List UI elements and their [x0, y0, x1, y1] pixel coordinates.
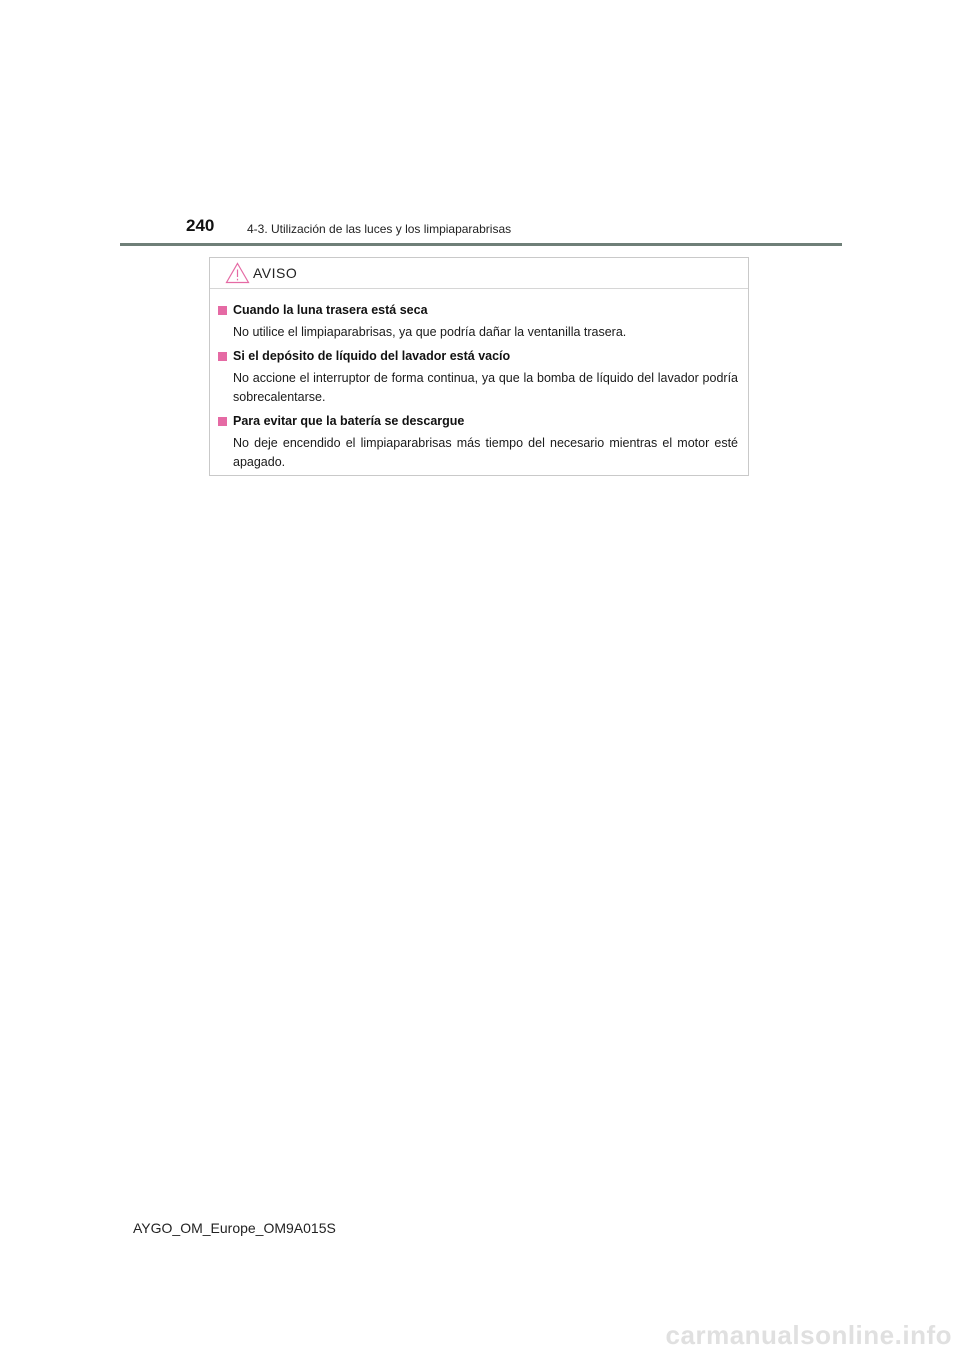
- warning-box: [209, 257, 749, 476]
- warning-header: [210, 258, 748, 289]
- warning-item-heading-text: Para evitar que la batería se descargue: [233, 414, 465, 428]
- document-code: AYGO_OM_Europe_OM9A015S: [133, 1220, 336, 1236]
- watermark: carmanualsonline.info: [665, 1320, 952, 1350]
- warning-item-heading-text: Cuando la luna trasera está seca: [233, 303, 428, 317]
- warning-item-text: No deje encendido el limpiaparabrisas más tiempo del necesario mientras el motor esté apagado.: [233, 436, 738, 469]
- warning-item-heading: [218, 412, 738, 430]
- warning-item-text: No accione el interruptor de forma continua, ya que la bomba de líquido del lavador podría sobrecalentarse.: [233, 371, 738, 404]
- warning-title: AVISO: [253, 265, 298, 281]
- warning-item-heading: [218, 301, 738, 319]
- warning-body: [210, 289, 748, 472]
- warning-item: [218, 412, 738, 472]
- warning-item-heading: [218, 347, 738, 365]
- warning-item: [218, 301, 738, 342]
- section-title: 4-3. Utilización de las luces y los limpiaparabrisas: [247, 222, 512, 236]
- header-rule: [120, 243, 842, 246]
- bullet-square-icon: [218, 352, 227, 361]
- bullet-square-icon: [218, 306, 227, 315]
- warning-item-heading-text: Si el depósito de líquido del lavador está vacío: [233, 349, 511, 363]
- warning-item-text: No utilice el limpiaparabrisas, ya que podría dañar la ventanilla trasera.: [233, 325, 627, 339]
- warning-item: [218, 347, 738, 407]
- warning-triangle-icon: [225, 262, 250, 284]
- bullet-square-icon: [218, 417, 227, 426]
- page-number: 240: [186, 216, 215, 235]
